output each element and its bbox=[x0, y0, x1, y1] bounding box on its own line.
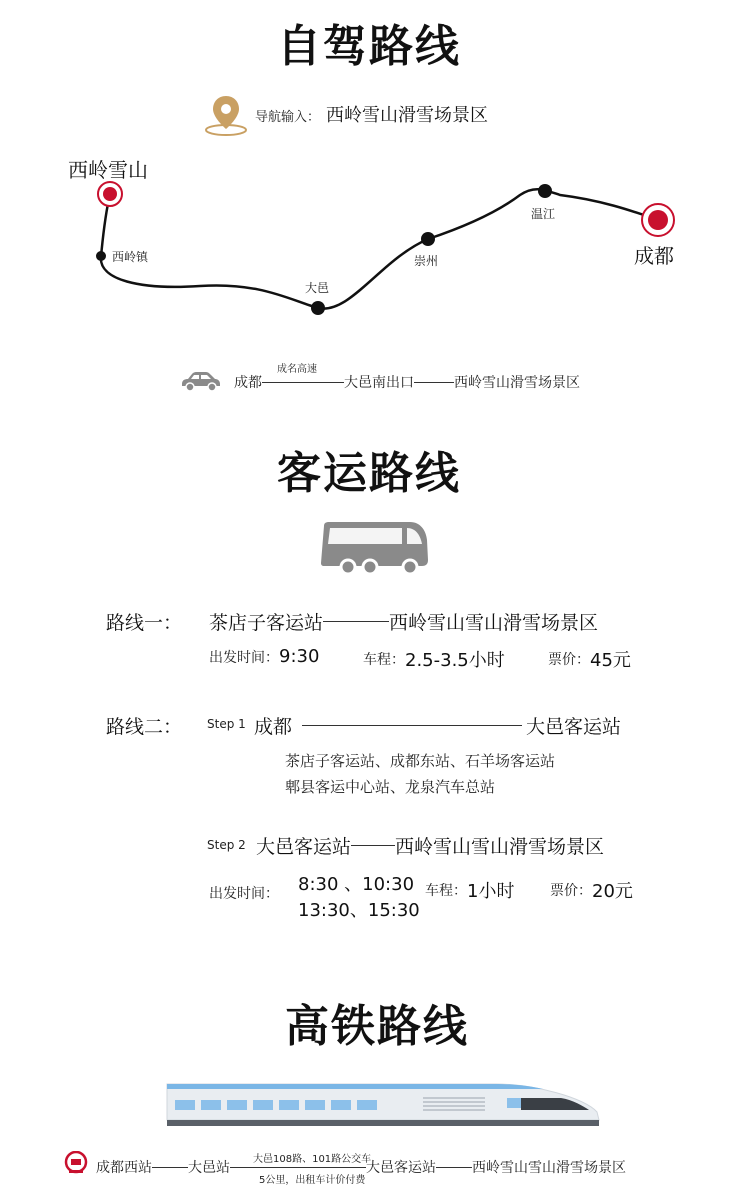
rail-title: 高铁路线 bbox=[285, 1001, 469, 1052]
step1-from: 成都 bbox=[254, 716, 293, 738]
stop-dot bbox=[311, 301, 325, 315]
step2-depart-times-1: 8:30 、10:30 bbox=[298, 874, 415, 895]
step1-route bbox=[254, 712, 621, 739]
location-pin-icon bbox=[203, 92, 249, 138]
stop-dot bbox=[538, 184, 552, 198]
self-drive-title: 自驾路线 bbox=[277, 21, 461, 72]
route-exit: 大邑南出口 bbox=[344, 375, 414, 391]
highway-label: 成名高速 bbox=[277, 364, 317, 375]
step2-to: 西岭雪山雪山滑雪场景区 bbox=[395, 836, 605, 858]
line1-price-value: 45元 bbox=[590, 650, 631, 671]
car-icon bbox=[179, 370, 221, 392]
route-line bbox=[101, 189, 658, 308]
step2-price bbox=[550, 877, 633, 903]
bus-title: 客运路线 bbox=[277, 448, 461, 499]
rail-from: 成都西站 bbox=[96, 1160, 152, 1176]
line1-label: 路线一： bbox=[106, 612, 183, 634]
line1-price-label: 票价： bbox=[548, 652, 590, 668]
rail-mid2: 大邑客运站 bbox=[366, 1160, 436, 1176]
line1-route bbox=[209, 608, 598, 635]
map-stop-label: 崇州 bbox=[414, 254, 439, 268]
line1-depart-label: 出发时间： bbox=[209, 649, 279, 666]
step2-duration-label: 车程： bbox=[425, 883, 467, 899]
map-end-label: 成都 bbox=[634, 244, 674, 268]
line2-label: 路线二： bbox=[106, 716, 183, 738]
line1-duration bbox=[363, 646, 505, 672]
train-icon bbox=[165, 1080, 601, 1128]
step2-from: 大邑客运站 bbox=[256, 836, 352, 858]
stop-dot bbox=[96, 251, 106, 261]
step2-price-value: 20元 bbox=[592, 881, 633, 902]
line1-duration-value: 2.5-3.5小时 bbox=[405, 650, 505, 671]
bus-icon bbox=[318, 520, 430, 576]
step2-depart-label: 出发时间： bbox=[209, 886, 279, 902]
step1-stations-2: 郫县客运中心站、龙泉汽车总站 bbox=[285, 778, 496, 796]
step2-price-label: 票价： bbox=[550, 883, 592, 899]
step2-route bbox=[256, 832, 604, 859]
nav-value: 西岭雪山滑雪场景区 bbox=[326, 105, 488, 126]
step1-to: 大邑客运站 bbox=[526, 716, 622, 738]
step2-label: Step 2 bbox=[207, 838, 246, 852]
line1-to: 西岭雪山雪山滑雪场景区 bbox=[389, 612, 599, 634]
line1-depart bbox=[209, 646, 319, 667]
line1-duration-label: 车程： bbox=[363, 652, 405, 668]
railway-logo-icon bbox=[64, 1151, 88, 1175]
route-to: 西岭雪山滑雪场景区 bbox=[454, 375, 580, 391]
map-stop-label: 西岭镇 bbox=[112, 250, 149, 264]
step2-duration-value: 1小时 bbox=[467, 881, 515, 902]
line1-depart-value: 9:30 bbox=[279, 646, 320, 667]
car-route bbox=[234, 372, 580, 392]
line1-price bbox=[548, 646, 631, 672]
rail-note-top: 大邑108路、101路公交车 bbox=[253, 1154, 372, 1165]
rail-note-bottom: 5公里，出租车计价付费 bbox=[259, 1175, 366, 1186]
step2-duration bbox=[425, 877, 514, 903]
rail-mid1: 大邑站 bbox=[188, 1160, 230, 1176]
nav-label: 导航输入： bbox=[255, 110, 321, 125]
step1-stations-1: 茶店子客运站、成都东站、石羊场客运站 bbox=[285, 752, 556, 770]
map-stop-label: 大邑 bbox=[305, 281, 330, 295]
step2-depart-times-2: 13:30、15:30 bbox=[298, 900, 420, 921]
map-stop-label: 温江 bbox=[531, 207, 556, 221]
step1-label: Step 1 bbox=[207, 717, 246, 731]
map-start-label: 西岭雪山 bbox=[68, 158, 148, 182]
rail-to: 西岭雪山雪山滑雪场景区 bbox=[472, 1160, 626, 1176]
line1-from: 茶店子客运站 bbox=[209, 612, 324, 634]
route-from: 成都 bbox=[234, 375, 262, 391]
stop-dot bbox=[421, 232, 435, 246]
